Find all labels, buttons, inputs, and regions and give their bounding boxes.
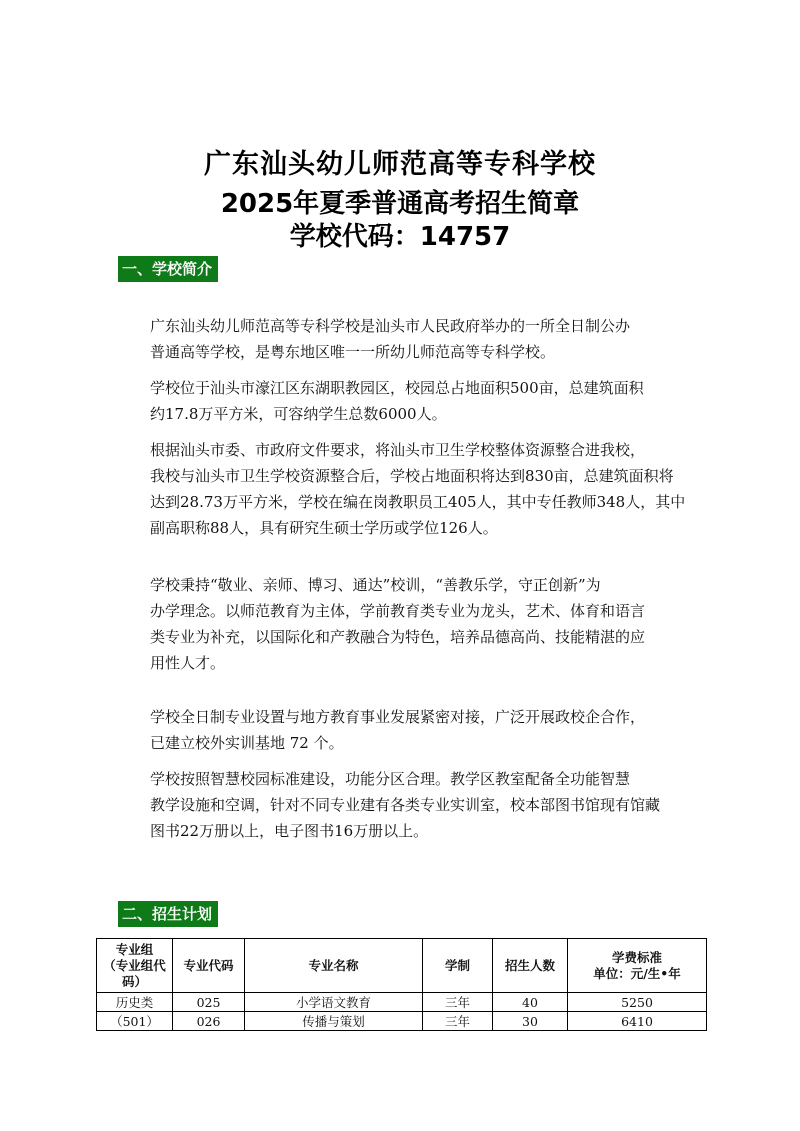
section-heading-enrollment-plan: 二、招生计划 xyxy=(118,901,218,927)
header-tuition: 学费标准 单位：元/生•年 xyxy=(568,939,707,993)
duration-cell: 三年 xyxy=(423,1012,493,1031)
paragraph-line: 办学理念。以师范教育为主体，学前教育类专业为龙头，艺术、体育和语言 xyxy=(150,602,646,620)
major-code-cell: 025 xyxy=(173,993,245,1012)
school-name-title: 广东汕头幼儿师范高等专科学校 xyxy=(204,149,596,180)
paragraph-line: 普通高等学校，是粤东地区唯一一所幼儿师范高等专科学校。 xyxy=(150,343,556,361)
section-heading-school-intro: 一、学校简介 xyxy=(118,256,218,282)
header-major-code: 专业代码 xyxy=(173,939,245,993)
table-row xyxy=(97,1012,707,1031)
header-major-name: 专业名称 xyxy=(245,939,423,993)
paragraph-line: 副高职称88人，具有研究生硕士学历或学位126人。 xyxy=(150,519,498,537)
paragraph-line: 我校与汕头市卫生学校资源整合后，学校占地面积将达到830亩，总建筑面积将 xyxy=(150,467,674,485)
group-name-cell: 历史类 xyxy=(97,993,173,1012)
major-code-cell: 026 xyxy=(173,1012,245,1031)
paragraph-line: 用性人才。 xyxy=(150,654,226,672)
enrollment-count-cell: 40 xyxy=(493,993,568,1012)
table-header-row xyxy=(97,939,707,993)
header-enrollment-count: 招生人数 xyxy=(493,939,568,993)
major-name-cell: 小学语文教育 xyxy=(245,993,423,1012)
tuition-cell: 5250 xyxy=(568,993,707,1012)
intro-paragraph xyxy=(120,313,690,365)
paragraph-line: 教学设施和空调，针对不同专业建有各类专业实训室，校本部图书馆现有馆藏 xyxy=(150,796,661,814)
school-code-title: 学校代码：14757 xyxy=(289,222,511,252)
major-name-cell: 传播与策划 xyxy=(245,1012,423,1031)
header-duration: 学制 xyxy=(423,939,493,993)
tuition-cell: 6410 xyxy=(568,1012,707,1031)
table-row xyxy=(97,993,707,1012)
location-paragraph xyxy=(120,375,690,427)
merger-paragraph xyxy=(120,437,690,541)
enrollment-plan-table xyxy=(96,938,707,1031)
paragraph-line: 达到28.73万平方米，学校在编在岗教职员工405人，其中专任教师348人，其中 xyxy=(150,493,686,511)
paragraph-line: 广东汕头幼儿师范高等专科学校是汕头市人民政府举办的一所全日制公办 xyxy=(150,317,631,335)
paragraph-line: 学校全日制专业设置与地方教育事业发展紧密对接，广泛开展政校企合作， xyxy=(150,708,646,726)
enrollment-count-cell: 30 xyxy=(493,1012,568,1031)
facilities-paragraph xyxy=(120,766,690,844)
paragraph-line: 学校按照智慧校园标准建设，功能分区合理。教学区教室配备全功能智慧 xyxy=(150,770,631,788)
group-code-cell: （501） xyxy=(97,1012,173,1031)
paragraph-line: 图书22万册以上，电子图书16万册以上。 xyxy=(150,822,429,840)
header-major-group: 专业组 （专业组代 码） xyxy=(97,939,173,993)
paragraph-line: 已建立校外实训基地 72 个。 xyxy=(150,734,344,752)
paragraph-line: 约17.8万平方米，可容纳学生总数6000人。 xyxy=(150,405,447,423)
motto-paragraph xyxy=(120,572,690,676)
duration-cell: 三年 xyxy=(423,993,493,1012)
paragraph-line: 学校秉持“敬业、亲师、博习、通达”校训，“善教乐学，守正创新”为 xyxy=(150,576,601,594)
paragraph-line: 学校位于汕头市濠江区东湖职教园区，校园总占地面积500亩，总建筑面积 xyxy=(150,379,644,397)
cooperation-paragraph xyxy=(120,704,690,756)
paragraph-line: 根据汕头市委、市政府文件要求，将汕头市卫生学校整体资源整合进我校， xyxy=(150,441,646,459)
paragraph-line: 类专业为补充，以国际化和产教融合为特色，培养品德高尚、技能精湛的应 xyxy=(150,628,646,646)
brochure-title: 2025年夏季普通高考招生简章 xyxy=(220,189,580,219)
